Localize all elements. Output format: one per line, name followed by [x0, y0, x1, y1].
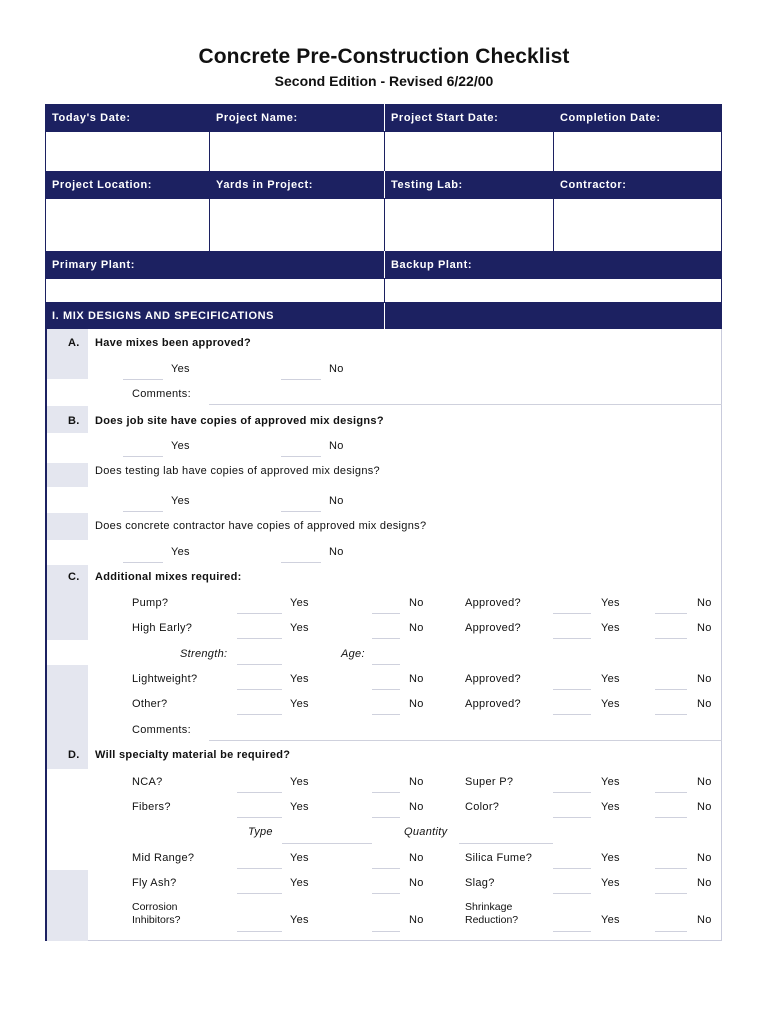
c-high-early-approved-yes: Yes	[601, 622, 620, 634]
page-subtitle: Second Edition - Revised 6/22/00	[274, 73, 494, 89]
d-mid-range-no-blank[interactable]	[372, 868, 400, 869]
d-superp-yes-blank[interactable]	[553, 792, 591, 793]
c-pump-no: No	[409, 597, 424, 609]
d-color-no-blank[interactable]	[655, 817, 687, 818]
backup-plant-label: Backup Plant:	[384, 251, 722, 278]
primary-plant-label: Primary Plant:	[45, 251, 384, 278]
d-slag-no-blank[interactable]	[655, 893, 687, 894]
a-yes-label: Yes	[171, 363, 190, 375]
b3-yes-blank[interactable]	[123, 562, 163, 563]
c-high-early-yes-blank[interactable]	[237, 638, 282, 639]
d-mid-range-no: No	[409, 852, 424, 864]
d-color-label: Color?	[465, 801, 500, 813]
c-other-label: Other?	[132, 698, 168, 710]
a-comments-label: Comments:	[132, 388, 191, 400]
d-corrosion-no-blank[interactable]	[372, 931, 400, 932]
d-superp-no-blank[interactable]	[655, 792, 687, 793]
project-start-date-field[interactable]	[384, 131, 554, 172]
b1-yes-blank[interactable]	[123, 456, 163, 457]
d-silica-fume-no: No	[697, 852, 712, 864]
testing-lab-field[interactable]	[384, 198, 554, 252]
b3-no-blank[interactable]	[281, 562, 321, 563]
completion-date-field[interactable]	[553, 131, 722, 172]
item-d-question: Will specialty material be required?	[95, 749, 291, 761]
c-pump-approved-yes-blank[interactable]	[553, 613, 591, 614]
d-fly-ash-no-blank[interactable]	[372, 893, 400, 894]
yards-in-project-field[interactable]	[209, 198, 385, 252]
b1-no-label: No	[329, 440, 344, 452]
d-fibers-no-blank[interactable]	[372, 817, 400, 818]
c-other-approved-yes-blank[interactable]	[553, 714, 591, 715]
d-color-no: No	[697, 801, 712, 813]
d-fibers-no: No	[409, 801, 424, 813]
c-pump-approved: Approved?	[465, 597, 521, 609]
d-superp-yes: Yes	[601, 776, 620, 788]
d-shrinkage-label-1: Shrinkage	[465, 901, 513, 913]
d-fly-ash-yes-blank[interactable]	[237, 893, 282, 894]
c-lightweight-approved-no: No	[697, 673, 712, 685]
type-blank[interactable]	[282, 843, 372, 844]
a-no-label: No	[329, 363, 344, 375]
d-color-yes-blank[interactable]	[553, 817, 591, 818]
b2-yes-blank[interactable]	[123, 511, 163, 512]
d-shrinkage-label-2: Reduction?	[465, 914, 519, 926]
b1-yes-label: Yes	[171, 440, 190, 452]
item-c-question: Additional mixes required:	[95, 571, 242, 583]
d-silica-fume-yes-blank[interactable]	[553, 868, 591, 869]
b2-yes-label: Yes	[171, 495, 190, 507]
d-slag-no: No	[697, 877, 712, 889]
completion-date-label: Completion Date:	[553, 104, 722, 131]
c-high-early-yes: Yes	[290, 622, 309, 634]
c-other-approved-no-blank[interactable]	[655, 714, 687, 715]
yards-in-project-label: Yards in Project:	[209, 171, 384, 198]
quantity-blank[interactable]	[459, 843, 553, 844]
d-fibers-yes: Yes	[290, 801, 309, 813]
project-name-field[interactable]	[209, 131, 385, 172]
c-lightweight-no: No	[409, 673, 424, 685]
d-mid-range-yes: Yes	[290, 852, 309, 864]
d-nca-yes: Yes	[290, 776, 309, 788]
d-corrosion-label-2: Inhibitors?	[132, 914, 181, 926]
d-corrosion-label-1: Corrosion	[132, 901, 178, 913]
d-corrosion-no: No	[409, 914, 424, 926]
c-high-early-approved-yes-blank[interactable]	[553, 638, 591, 639]
a-no-blank[interactable]	[281, 379, 321, 380]
project-name-label: Project Name:	[209, 104, 384, 131]
project-location-label: Project Location:	[45, 171, 209, 198]
testing-lab-label: Testing Lab:	[384, 171, 553, 198]
d-nca-yes-blank[interactable]	[237, 792, 282, 793]
d-mid-range-label: Mid Range?	[132, 852, 195, 864]
d-nca-no: No	[409, 776, 424, 788]
c-high-early-approved: Approved?	[465, 622, 521, 634]
c-lightweight-yes-blank[interactable]	[237, 689, 282, 690]
c-pump-approved-yes: Yes	[601, 597, 620, 609]
age-label: Age:	[341, 648, 365, 660]
c-lightweight-no-blank[interactable]	[372, 689, 400, 690]
c-other-yes-blank[interactable]	[237, 714, 282, 715]
b1-no-blank[interactable]	[281, 456, 321, 457]
d-shrinkage-no-blank[interactable]	[655, 931, 687, 932]
item-a-question: Have mixes been approved?	[95, 337, 252, 349]
c-lightweight-label: Lightweight?	[132, 673, 198, 685]
contractor-field[interactable]	[553, 198, 722, 252]
c-pump-yes: Yes	[290, 597, 309, 609]
c-pump-approved-no: No	[697, 597, 712, 609]
item-a-letter: A.	[68, 337, 80, 349]
d-fly-ash-yes: Yes	[290, 877, 309, 889]
d-color-yes: Yes	[601, 801, 620, 813]
item-b-question: Does job site have copies of approved mix designs?	[95, 415, 384, 427]
item-b-letter: B.	[68, 415, 80, 427]
d-slag-label: Slag?	[465, 877, 495, 889]
backup-plant-field[interactable]	[384, 278, 722, 303]
c-high-early-approved-no-blank[interactable]	[655, 638, 687, 639]
d-fly-ash-label: Fly Ash?	[132, 877, 177, 889]
c-lightweight-approved: Approved?	[465, 673, 521, 685]
c-other-approved: Approved?	[465, 698, 521, 710]
checklist-form	[45, 104, 722, 941]
d-fibers-label: Fibers?	[132, 801, 171, 813]
c-pump-yes-blank[interactable]	[237, 613, 282, 614]
b3-no-label: No	[329, 546, 344, 558]
a-yes-blank[interactable]	[123, 379, 163, 380]
c-high-early-no: No	[409, 622, 424, 634]
d-shrinkage-yes: Yes	[601, 914, 620, 926]
c-other-approved-yes: Yes	[601, 698, 620, 710]
b-question-2: Does testing lab have copies of approved mix designs?	[95, 465, 380, 477]
d-corrosion-yes-blank[interactable]	[237, 931, 282, 932]
d-nca-no-blank[interactable]	[372, 792, 400, 793]
c-other-no: No	[409, 698, 424, 710]
primary-plant-field[interactable]	[45, 278, 385, 303]
d-corrosion-yes: Yes	[290, 914, 309, 926]
section-title: I. MIX DESIGNS AND SPECIFICATIONS	[45, 303, 384, 329]
todays-date-field[interactable]	[45, 131, 210, 172]
b2-no-label: No	[329, 495, 344, 507]
d-slag-yes-blank[interactable]	[553, 893, 591, 894]
d-mid-range-yes-blank[interactable]	[237, 868, 282, 869]
d-slag-yes: Yes	[601, 877, 620, 889]
c-pump-no-blank[interactable]	[372, 613, 400, 614]
page-title: Concrete Pre-Construction Checklist	[198, 45, 570, 68]
c-pump-approved-no-blank[interactable]	[655, 613, 687, 614]
strength-label: Strength:	[180, 648, 228, 660]
d-silica-fume-yes: Yes	[601, 852, 620, 864]
c-other-no-blank[interactable]	[372, 714, 400, 715]
d-shrinkage-no: No	[697, 914, 712, 926]
d-fly-ash-no: No	[409, 877, 424, 889]
b2-no-blank[interactable]	[281, 511, 321, 512]
todays-date-label: Today's Date:	[45, 104, 209, 131]
project-location-field[interactable]	[45, 198, 210, 252]
c-lightweight-yes: Yes	[290, 673, 309, 685]
type-label: Type	[248, 826, 273, 838]
project-start-date-label: Project Start Date:	[384, 104, 553, 131]
c-high-early-approved-no: No	[697, 622, 712, 634]
c-pump-label: Pump?	[132, 597, 169, 609]
b-question-3: Does concrete contractor have copies of approved mix designs?	[95, 520, 427, 532]
contractor-label: Contractor:	[553, 171, 722, 198]
c-lightweight-approved-yes-blank[interactable]	[553, 689, 591, 690]
item-c-letter: C.	[68, 571, 80, 583]
d-silica-fume-no-blank[interactable]	[655, 868, 687, 869]
d-superp-no: No	[697, 776, 712, 788]
c-lightweight-approved-no-blank[interactable]	[655, 689, 687, 690]
c-high-early-label: High Early?	[132, 622, 193, 634]
c-lightweight-approved-yes: Yes	[601, 673, 620, 685]
d-nca-label: NCA?	[132, 776, 163, 788]
c-other-approved-no: No	[697, 698, 712, 710]
c-high-early-no-blank[interactable]	[372, 638, 400, 639]
b3-yes-label: Yes	[171, 546, 190, 558]
d-fibers-yes-blank[interactable]	[237, 817, 282, 818]
c-other-yes: Yes	[290, 698, 309, 710]
d-superp-label: Super P?	[465, 776, 514, 788]
item-d-letter: D.	[68, 749, 80, 761]
quantity-label: Quantity	[404, 826, 448, 838]
d-silica-fume-label: Silica Fume?	[465, 852, 533, 864]
d-shrinkage-yes-blank[interactable]	[553, 931, 591, 932]
age-blank[interactable]	[372, 664, 400, 665]
strength-blank[interactable]	[237, 664, 282, 665]
c-comments-label: Comments:	[132, 724, 191, 736]
